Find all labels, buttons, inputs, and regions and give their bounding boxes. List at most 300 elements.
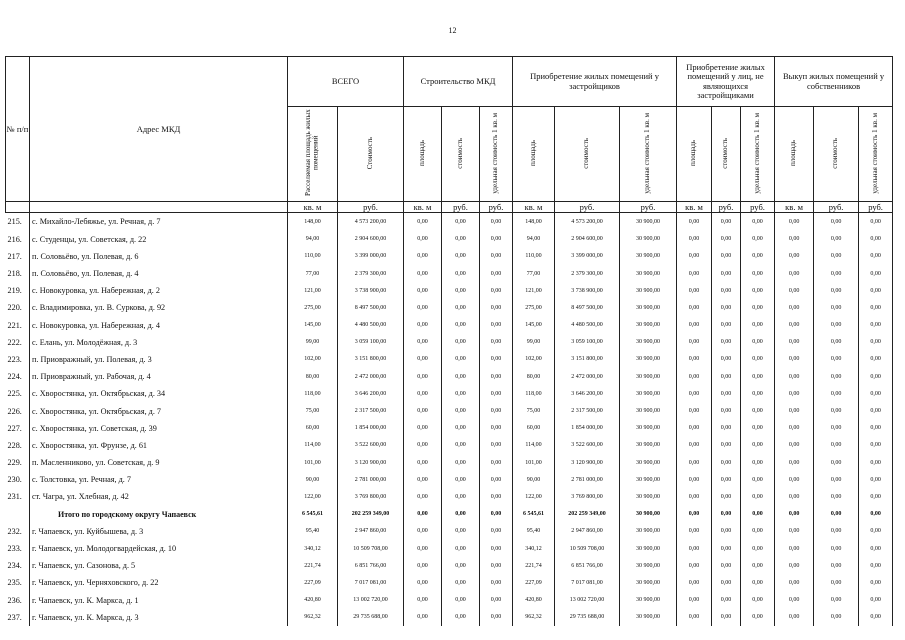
value-cell: 0,00: [677, 316, 712, 333]
table-row: [6, 420, 893, 437]
value-cell: 0,00: [404, 523, 442, 540]
value-cell: 0,00: [480, 316, 513, 333]
value-cell: 0,00: [775, 488, 814, 505]
value-cell: 0,00: [480, 420, 513, 437]
value-cell: 0,00: [480, 213, 513, 231]
value-cell: 0,00: [775, 523, 814, 540]
value-cell: 4 573 200,00: [555, 213, 620, 231]
address-cell: п. Приовражный, ул. Рабочая, д. 4: [30, 368, 288, 385]
value-cell: 0,00: [712, 282, 741, 299]
value-cell: 0,00: [712, 420, 741, 437]
value-cell: 0,00: [775, 248, 814, 265]
address-cell: с. Михайло-Лебяжье, ул. Речная, д. 7: [30, 213, 288, 231]
address-cell: с. Елань, ул. Молодёжная, д. 3: [30, 334, 288, 351]
address-cell: с. Новокуровка, ул. Набережная, д. 4: [30, 316, 288, 333]
address-cell: п. Соловьёво, ул. Полевая, д. 4: [30, 265, 288, 282]
value-cell: 0,00: [859, 488, 893, 505]
unit-label: руб.: [338, 202, 404, 213]
value-cell: 221,74: [513, 557, 555, 574]
value-cell: 0,00: [775, 540, 814, 557]
value-cell: 0,00: [775, 506, 814, 523]
value-cell: 340,12: [513, 540, 555, 557]
value-cell: 0,00: [775, 299, 814, 316]
value-cell: 275,00: [513, 299, 555, 316]
value-cell: 0,00: [712, 351, 741, 368]
row-number: 216.: [6, 231, 30, 248]
value-cell: 0,00: [442, 402, 480, 419]
value-cell: 0,00: [442, 231, 480, 248]
table-row: [6, 265, 893, 282]
col-label: Расселяемая площадь жилых помещений: [304, 109, 320, 197]
value-cell: 0,00: [712, 609, 741, 626]
value-cell: 0,00: [442, 609, 480, 626]
value-cell: 3 151 800,00: [555, 351, 620, 368]
value-cell: 0,00: [814, 299, 859, 316]
value-cell: 0,00: [741, 248, 775, 265]
col-area: [404, 107, 442, 202]
value-cell: 10 509 708,00: [555, 540, 620, 557]
col-unit-cost: [480, 107, 513, 202]
total-label: Итого по городскому округу Чапаевск: [30, 506, 288, 523]
value-cell: 0,00: [480, 351, 513, 368]
value-cell: 0,00: [677, 609, 712, 626]
value-cell: 0,00: [859, 609, 893, 626]
value-cell: 0,00: [712, 213, 741, 231]
group-purchase-developers: Приобретение жилых помещений у застройщиков: [513, 57, 677, 107]
value-cell: 0,00: [712, 574, 741, 591]
group-total: ВСЕГО: [288, 57, 404, 107]
col-label: стоимость: [582, 137, 591, 169]
value-cell: 0,00: [712, 488, 741, 505]
value-cell: 0,00: [814, 454, 859, 471]
address-cell: с. Толстовка, ул. Речная, д. 7: [30, 471, 288, 488]
value-cell: 0,00: [859, 248, 893, 265]
value-cell: 0,00: [814, 231, 859, 248]
value-cell: 95,40: [288, 523, 338, 540]
row-number: 230.: [6, 471, 30, 488]
value-cell: 0,00: [814, 265, 859, 282]
group-buyout-owners: Выкуп жилых помещений у собственников: [775, 57, 893, 107]
address-cell: г. Чапаевск, ул. К. Маркса, д. 3: [30, 609, 288, 626]
value-cell: 30 900,00: [620, 591, 677, 608]
value-cell: 4 573 200,00: [338, 213, 404, 231]
value-cell: 8 497 500,00: [555, 299, 620, 316]
value-cell: 0,00: [404, 248, 442, 265]
value-cell: 2 379 300,00: [555, 265, 620, 282]
address-cell: г. Чапаевск, ул. К. Маркса, д. 1: [30, 591, 288, 608]
value-cell: 4 480 500,00: [338, 316, 404, 333]
value-cell: 0,00: [442, 591, 480, 608]
value-cell: 6 851 766,00: [555, 557, 620, 574]
value-cell: 0,00: [480, 609, 513, 626]
value-cell: 90,00: [513, 471, 555, 488]
row-number: 225.: [6, 385, 30, 402]
value-cell: 3 120 900,00: [338, 454, 404, 471]
value-cell: 0,00: [404, 557, 442, 574]
value-cell: 227,09: [513, 574, 555, 591]
value-cell: 60,00: [288, 420, 338, 437]
value-cell: 3 522 600,00: [338, 437, 404, 454]
value-cell: 0,00: [480, 402, 513, 419]
value-cell: 0,00: [480, 488, 513, 505]
value-cell: 0,00: [775, 557, 814, 574]
table-row: [6, 282, 893, 299]
resettlement-table: [5, 56, 893, 626]
address-cell: с. Новокуровка, ул. Набережная, д. 2: [30, 282, 288, 299]
address-cell: с. Хворостянка, ул. Советская, д. 39: [30, 420, 288, 437]
value-cell: 102,00: [288, 351, 338, 368]
table-row: [6, 351, 893, 368]
value-cell: 0,00: [814, 248, 859, 265]
col-label: удельная стоимость 1 кв. м: [870, 112, 879, 194]
table-row: [6, 248, 893, 265]
value-cell: 0,00: [712, 316, 741, 333]
value-cell: 3 769 800,00: [338, 488, 404, 505]
row-number: 226.: [6, 402, 30, 419]
value-cell: 90,00: [288, 471, 338, 488]
value-cell: 0,00: [859, 351, 893, 368]
value-cell: 110,00: [513, 248, 555, 265]
value-cell: 0,00: [814, 488, 859, 505]
value-cell: 0,00: [775, 420, 814, 437]
value-cell: 0,00: [677, 471, 712, 488]
col-label: удельная стоимость 1 кв. м: [752, 112, 761, 194]
value-cell: 0,00: [741, 351, 775, 368]
value-cell: 3 646 200,00: [555, 385, 620, 402]
value-cell: 30 900,00: [620, 523, 677, 540]
value-cell: 0,00: [480, 282, 513, 299]
units-row: [6, 202, 893, 213]
col-area: [513, 107, 555, 202]
value-cell: 0,00: [677, 385, 712, 402]
table-body: [6, 213, 893, 626]
table-row: [6, 609, 893, 626]
col-unit-cost: [859, 107, 893, 202]
value-cell: 0,00: [775, 368, 814, 385]
value-cell: 0,00: [442, 299, 480, 316]
value-cell: 0,00: [859, 231, 893, 248]
value-cell: 0,00: [442, 213, 480, 231]
value-cell: 0,00: [712, 506, 741, 523]
value-cell: 30 900,00: [620, 437, 677, 454]
address-cell: г. Чапаевск, ул. Молодогвардейская, д. 10: [30, 540, 288, 557]
value-cell: 77,00: [513, 265, 555, 282]
value-cell: 122,00: [513, 488, 555, 505]
value-cell: 227,09: [288, 574, 338, 591]
value-cell: 0,00: [404, 282, 442, 299]
value-cell: 0,00: [775, 351, 814, 368]
value-cell: 0,00: [859, 316, 893, 333]
value-cell: 75,00: [288, 402, 338, 419]
value-cell: 3 120 900,00: [555, 454, 620, 471]
value-cell: 0,00: [404, 213, 442, 231]
value-cell: 0,00: [677, 488, 712, 505]
unit-label: руб.: [814, 202, 859, 213]
value-cell: 0,00: [741, 488, 775, 505]
value-cell: 0,00: [775, 591, 814, 608]
total-row: [6, 506, 893, 523]
value-cell: 0,00: [814, 471, 859, 488]
value-cell: 0,00: [404, 316, 442, 333]
address-cell: с. Хворостянка, ул. Октябрьская, д. 7: [30, 402, 288, 419]
row-number: 221.: [6, 316, 30, 333]
value-cell: 3 738 900,00: [338, 282, 404, 299]
value-cell: 145,00: [513, 316, 555, 333]
row-number: 223.: [6, 351, 30, 368]
value-cell: 0,00: [404, 437, 442, 454]
unit-label: руб.: [620, 202, 677, 213]
value-cell: 2 781 000,00: [338, 471, 404, 488]
row-number: 217.: [6, 248, 30, 265]
unit-label: руб.: [859, 202, 893, 213]
col-cost: [712, 107, 741, 202]
value-cell: 2 947 860,00: [338, 523, 404, 540]
value-cell: 148,00: [288, 213, 338, 231]
col-label: площадь: [689, 140, 698, 166]
value-cell: 6 851 766,00: [338, 557, 404, 574]
value-cell: 340,12: [288, 540, 338, 557]
value-cell: 0,00: [775, 574, 814, 591]
value-cell: 3 059 100,00: [555, 334, 620, 351]
col-area: [775, 107, 814, 202]
value-cell: 0,00: [404, 540, 442, 557]
address-cell: г. Чапаевск, ул. Черняховского, д. 22: [30, 574, 288, 591]
value-cell: 0,00: [677, 282, 712, 299]
value-cell: 6 545,61: [513, 506, 555, 523]
unit-label: руб.: [442, 202, 480, 213]
value-cell: 0,00: [859, 385, 893, 402]
address-cell: с. Студенцы, ул. Советская, д. 22: [30, 231, 288, 248]
value-cell: 3 399 000,00: [555, 248, 620, 265]
value-cell: 0,00: [442, 420, 480, 437]
table-row: [6, 437, 893, 454]
value-cell: 0,00: [814, 574, 859, 591]
value-cell: 0,00: [404, 402, 442, 419]
col-label: Стоимость: [365, 136, 374, 170]
value-cell: 30 900,00: [620, 265, 677, 282]
value-cell: 0,00: [404, 299, 442, 316]
value-cell: 0,00: [859, 454, 893, 471]
value-cell: 0,00: [741, 282, 775, 299]
value-cell: 0,00: [859, 471, 893, 488]
value-cell: 0,00: [712, 471, 741, 488]
value-cell: 0,00: [814, 385, 859, 402]
page-number: 12: [448, 26, 457, 35]
value-cell: 110,00: [288, 248, 338, 265]
unit-label: кв. м: [404, 202, 442, 213]
table-row: [6, 488, 893, 505]
value-cell: 7 017 081,00: [338, 574, 404, 591]
value-cell: 0,00: [859, 368, 893, 385]
col-label: удельная стоимость 1 кв. м: [643, 112, 652, 194]
value-cell: 0,00: [859, 265, 893, 282]
value-cell: 0,00: [404, 471, 442, 488]
value-cell: 7 017 081,00: [555, 574, 620, 591]
value-cell: 962,32: [513, 609, 555, 626]
value-cell: 0,00: [480, 334, 513, 351]
value-cell: 80,00: [288, 368, 338, 385]
col-unit-cost: [620, 107, 677, 202]
table-row: [6, 540, 893, 557]
value-cell: 148,00: [513, 213, 555, 231]
col-resettled-area: [288, 107, 338, 202]
table-row: [6, 574, 893, 591]
value-cell: 0,00: [741, 420, 775, 437]
value-cell: 0,00: [404, 574, 442, 591]
col-label: площадь: [528, 140, 537, 166]
value-cell: 30 900,00: [620, 574, 677, 591]
value-cell: 0,00: [741, 609, 775, 626]
value-cell: 0,00: [859, 282, 893, 299]
value-cell: 420,80: [513, 591, 555, 608]
value-cell: 121,00: [288, 282, 338, 299]
unit-label: руб.: [555, 202, 620, 213]
value-cell: 0,00: [404, 265, 442, 282]
value-cell: 0,00: [741, 316, 775, 333]
value-cell: 30 900,00: [620, 540, 677, 557]
value-cell: 30 900,00: [620, 368, 677, 385]
table-row: [6, 316, 893, 333]
table-row: [6, 299, 893, 316]
value-cell: 0,00: [404, 334, 442, 351]
value-cell: 3 151 800,00: [338, 351, 404, 368]
value-cell: 3 522 600,00: [555, 437, 620, 454]
value-cell: 0,00: [480, 471, 513, 488]
value-cell: 0,00: [712, 368, 741, 385]
value-cell: 30 900,00: [620, 248, 677, 265]
value-cell: 0,00: [741, 231, 775, 248]
value-cell: 0,00: [741, 299, 775, 316]
value-cell: 0,00: [712, 334, 741, 351]
value-cell: 0,00: [741, 471, 775, 488]
value-cell: 30 900,00: [620, 454, 677, 471]
value-cell: 0,00: [814, 213, 859, 231]
value-cell: 0,00: [775, 471, 814, 488]
value-cell: 221,74: [288, 557, 338, 574]
row-number: 219.: [6, 282, 30, 299]
table-row: [6, 368, 893, 385]
value-cell: 0,00: [712, 454, 741, 471]
value-cell: 0,00: [480, 299, 513, 316]
value-cell: 0,00: [677, 506, 712, 523]
value-cell: 0,00: [677, 265, 712, 282]
row-number: 231.: [6, 488, 30, 505]
col-label: площадь: [789, 140, 798, 166]
group-construction: Строительство МКД: [404, 57, 513, 107]
value-cell: 3 738 900,00: [555, 282, 620, 299]
row-number: 220.: [6, 299, 30, 316]
value-cell: 2 317 500,00: [555, 402, 620, 419]
value-cell: 0,00: [741, 265, 775, 282]
value-cell: 0,00: [480, 265, 513, 282]
value-cell: 0,00: [775, 609, 814, 626]
value-cell: 0,00: [741, 540, 775, 557]
value-cell: 0,00: [859, 574, 893, 591]
group-purchase-non-developers: Приобретение жилых помещений у лиц, не являющихся застройщиками: [677, 57, 775, 107]
value-cell: 0,00: [741, 557, 775, 574]
value-cell: 0,00: [775, 282, 814, 299]
value-cell: 0,00: [859, 402, 893, 419]
col-cost: [442, 107, 480, 202]
table-row: [6, 231, 893, 248]
row-number: 224.: [6, 368, 30, 385]
value-cell: 0,00: [775, 402, 814, 419]
value-cell: 0,00: [442, 574, 480, 591]
table-header: [6, 57, 893, 213]
value-cell: 0,00: [775, 454, 814, 471]
value-cell: 30 900,00: [620, 385, 677, 402]
value-cell: 0,00: [480, 437, 513, 454]
unit-label: кв. м: [288, 202, 338, 213]
value-cell: 3 646 200,00: [338, 385, 404, 402]
value-cell: 0,00: [859, 523, 893, 540]
value-cell: 0,00: [677, 368, 712, 385]
col-label: стоимость: [455, 137, 464, 169]
row-number: 227.: [6, 420, 30, 437]
value-cell: 0,00: [859, 437, 893, 454]
value-cell: 0,00: [814, 368, 859, 385]
value-cell: 0,00: [442, 316, 480, 333]
value-cell: 30 900,00: [620, 420, 677, 437]
value-cell: 0,00: [741, 454, 775, 471]
value-cell: 0,00: [480, 591, 513, 608]
value-cell: 0,00: [480, 540, 513, 557]
value-cell: 3 399 000,00: [338, 248, 404, 265]
address-cell: с. Владимировка, ул. В. Суркова, д. 92: [30, 299, 288, 316]
value-cell: 0,00: [712, 248, 741, 265]
value-cell: 0,00: [677, 523, 712, 540]
value-cell: 0,00: [677, 591, 712, 608]
value-cell: 0,00: [712, 437, 741, 454]
value-cell: 0,00: [480, 231, 513, 248]
value-cell: 2 904 600,00: [338, 231, 404, 248]
address-cell: ст. Чагра, ул. Хлебная, д. 42: [30, 488, 288, 505]
value-cell: 0,00: [442, 506, 480, 523]
value-cell: 0,00: [859, 557, 893, 574]
row-number: 237.: [6, 609, 30, 626]
col-cost: [814, 107, 859, 202]
value-cell: 2 379 300,00: [338, 265, 404, 282]
value-cell: 29 735 688,00: [338, 609, 404, 626]
value-cell: 29 735 688,00: [555, 609, 620, 626]
value-cell: 114,00: [288, 437, 338, 454]
value-cell: 0,00: [814, 351, 859, 368]
value-cell: 0,00: [814, 557, 859, 574]
value-cell: 0,00: [442, 248, 480, 265]
value-cell: 94,00: [288, 231, 338, 248]
unit-label: руб.: [712, 202, 741, 213]
value-cell: 0,00: [712, 540, 741, 557]
row-number: 234.: [6, 557, 30, 574]
value-cell: 30 900,00: [620, 213, 677, 231]
unit-label: руб.: [480, 202, 513, 213]
value-cell: 30 900,00: [620, 506, 677, 523]
value-cell: 30 900,00: [620, 282, 677, 299]
address-cell: п. Соловьёво, ул. Полевая, д. 6: [30, 248, 288, 265]
value-cell: 202 259 349,00: [555, 506, 620, 523]
value-cell: 0,00: [677, 437, 712, 454]
value-cell: 75,00: [513, 402, 555, 419]
value-cell: 0,00: [480, 506, 513, 523]
value-cell: 0,00: [712, 299, 741, 316]
num-header: № п/п: [6, 57, 30, 202]
table-row: [6, 454, 893, 471]
row-number: [6, 506, 30, 523]
value-cell: 4 480 500,00: [555, 316, 620, 333]
unit-label: руб.: [741, 202, 775, 213]
value-cell: 13 002 720,00: [338, 591, 404, 608]
value-cell: 0,00: [480, 523, 513, 540]
